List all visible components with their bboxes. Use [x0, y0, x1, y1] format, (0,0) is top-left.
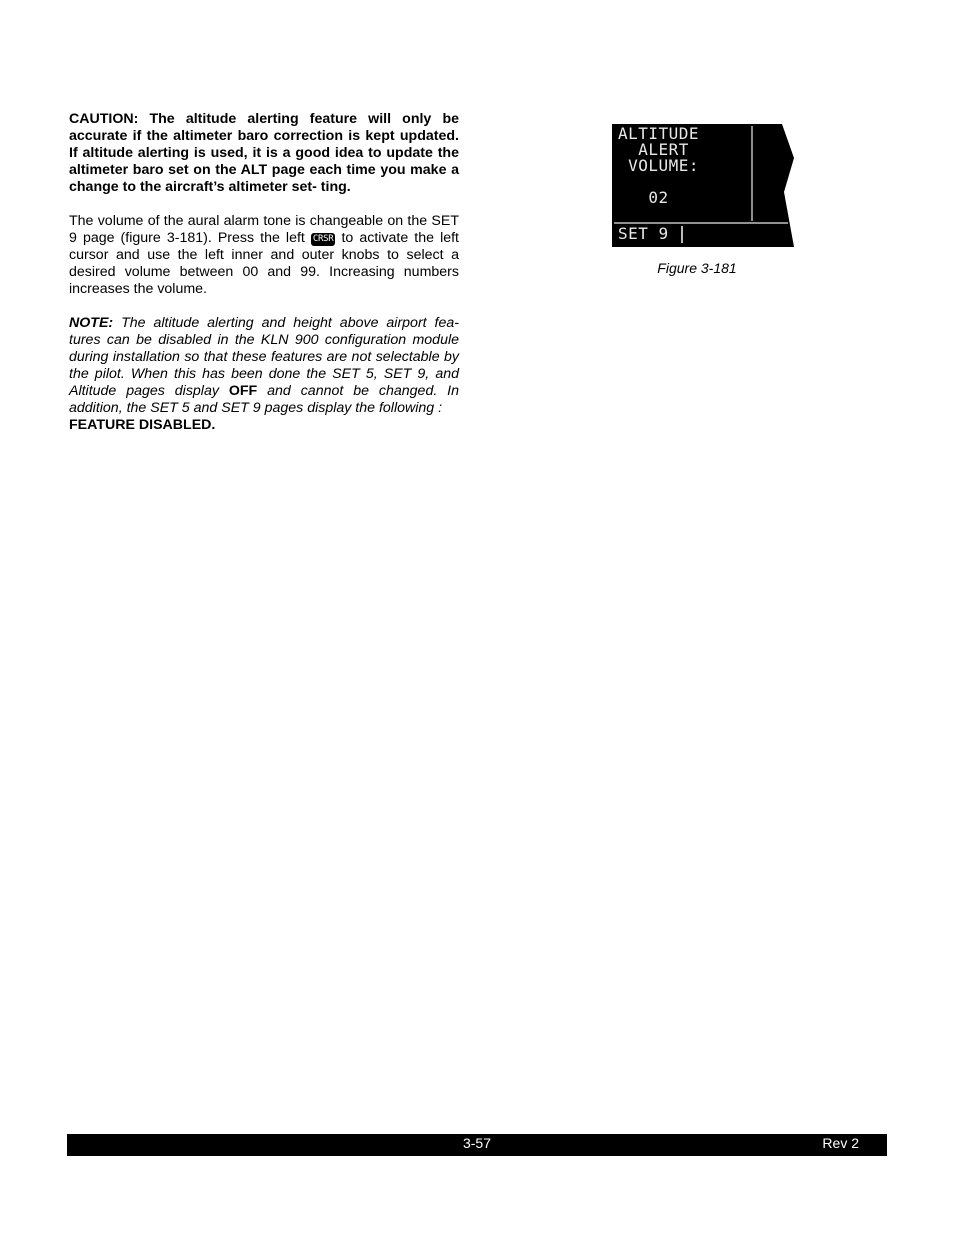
revision-label: Rev 2 [822, 1135, 859, 1151]
volume-paragraph [69, 213, 459, 298]
note-text-2: and cannot be changed. In addition, the SET 5 and SET 9 pages display the following : [69, 383, 460, 416]
screen-line-title: ALTITUDE [618, 124, 700, 143]
left-column [69, 111, 459, 434]
figure-caption: Figure 3-181 [657, 260, 737, 276]
volume-text-after: to activate the left cursor and use the left inner and outer knobs to select a desired volume between 00 and 99. Increasing numbers increases the volume. [69, 230, 459, 297]
note-off-value: OFF [228, 383, 258, 399]
page-number: 3-57 [462, 1135, 492, 1151]
crsr-key-icon: CRSR [312, 234, 334, 244]
feature-disabled-text: FEATURE DISABLED. [69, 417, 216, 433]
screen-page-label: SET 9 [618, 224, 669, 243]
page-footer [67, 1134, 887, 1156]
note-text-1: The altitude alerting and height above airport fea- tures can be disabled in the KLN 900 configuration module during installation so that these features are not selectable by the pilot. When this has been done the SET 5, SET 9, and Altitude pages display [69, 315, 459, 399]
note-paragraph [69, 315, 459, 417]
volume-text-before: The volume of the aural alarm tone is changeable on the SET 9 page (figure 3-181). Press the left [69, 213, 459, 246]
kln900-display [612, 124, 794, 247]
screen-line-alert: ALERT [618, 140, 689, 159]
note-label: NOTE: [69, 315, 114, 331]
caution-paragraph: CAUTION: The altitude alerting feature will only be accurate if the altimeter baro correction is kept updated. If altitude alerting is used, it is a good idea to update the altimeter baro set on the ALT page each time you make a change to the aircraft’s altimeter set- ting. [69, 111, 459, 195]
screen-line-volume: VOLUME: [618, 156, 700, 175]
screen-volume-value: 02 [618, 188, 669, 207]
